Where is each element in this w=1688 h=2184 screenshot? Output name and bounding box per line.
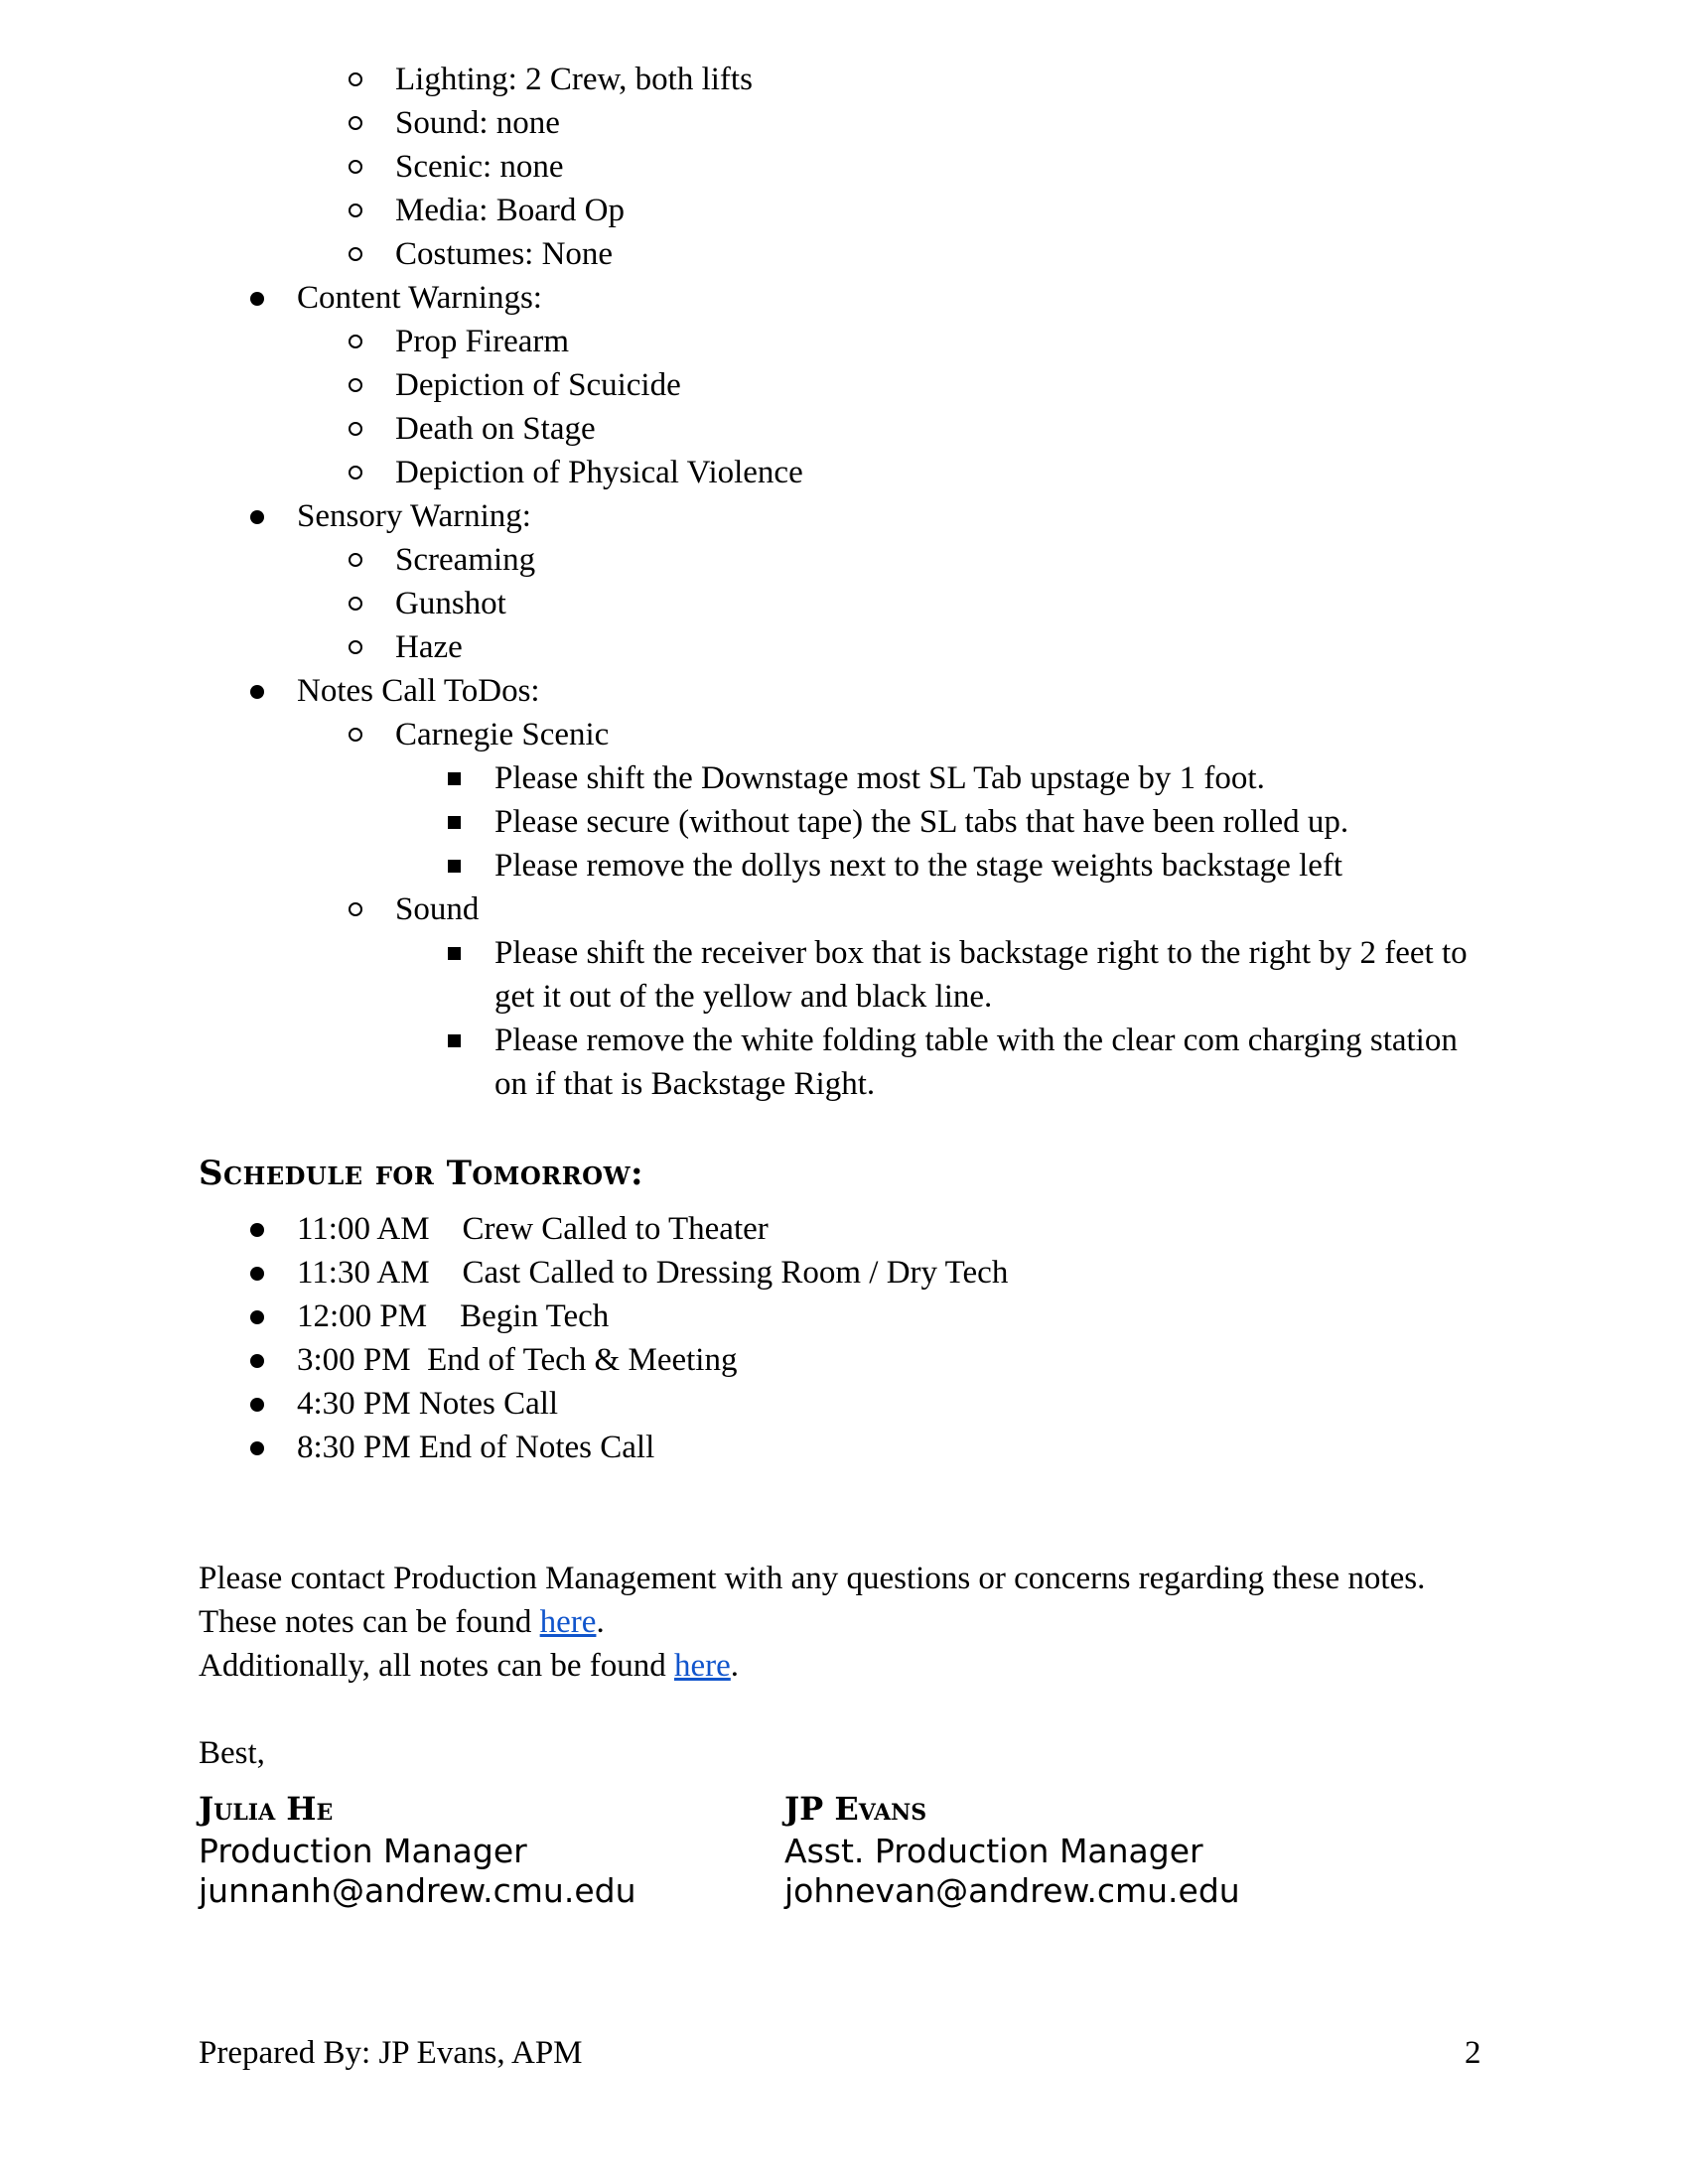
dot-bullet-icon [250,1354,264,1368]
circle-bullet-icon [349,640,362,654]
circle-bullet-icon [349,335,362,348]
signature-title: Asst. Production Manager [784,1832,1203,1870]
circle-bullet-icon [349,422,362,436]
page-number: 2 [1465,2035,1481,2071]
dot-bullet-icon [250,1223,264,1237]
square-bullet-icon [448,772,461,785]
signature-title: Production Manager [199,1832,527,1870]
dot-bullet-icon [250,292,264,306]
circle-bullet-icon [349,466,362,479]
square-bullet-icon [448,947,461,960]
signature-name: JP Evans [784,1790,927,1828]
dot-bullet-icon [250,1398,264,1412]
dot-bullet-icon [250,685,264,699]
document-page: Lighting: 2 Crew, both lifts Sound: none Scenic: none Media: Board Op Costumes: None Content Warnings: Prop Firearm Depiction of Scuicide Death on Stage Depiction of Physical Violence Sensory Warning: Screaming Gunshot Haze Notes Call ToDos: Carnegie Scenic Please shift the Downstage most SL Tab upstage by 1 foot. Please secure (without tape) the SL tabs that have been rolled up. Please remove the dollys next to the stage weights backstage left Sound Please shift the receiver box that is backstage right to the right by 2 feet to get it out of the yellow and black line. Please remove the white folding table with the clear com charging station on if that is Backstage Right. Schedule for Tomorrow: 11:00 AM Crew Called to Theater 11:30 AM Cast Called to Dressing Room / Dry Tech 12:00 PM Begin Tech 3:00 PM End of Tech & Meeting 4:30 PM Notes Call 8:30 PM End of Notes Call Please contact Production Management with any questions or concerns regarding these notes. These notes can be found here. Additionally, all notes can be found here. Best, Julia He Production Manager junnanh@andrew.cmu.edu JP Evans Asst. Production Manager johnevan@andrew.cmu.edu Prepared By: JP Evans, APM 2 [199,62,1481,2071]
dot-bullet-icon [250,510,264,524]
square-bullet-icon [448,1034,461,1047]
square-bullet-icon [448,860,461,873]
schedule-heading: Schedule for Tomorrow: [199,1154,644,1193]
circle-bullet-icon [349,247,362,261]
circle-bullet-icon [349,553,362,567]
circle-bullet-icon [349,378,362,392]
prepared-by: Prepared By: JP Evans, APM [199,2035,583,2071]
square-bullet-icon [448,816,461,829]
circle-bullet-icon [349,728,362,742]
circle-bullet-icon [349,72,362,86]
dot-bullet-icon [250,1267,264,1281]
circle-bullet-icon [349,160,362,174]
these-notes-line: These notes can be found here. [199,1604,605,1640]
circle-bullet-icon [349,597,362,611]
contact-line: Please contact Production Management with any questions or concerns regarding these notes. [199,1561,1426,1596]
these-notes-link[interactable]: here [539,1604,597,1640]
circle-bullet-icon [349,116,362,130]
dot-bullet-icon [250,1441,264,1455]
signature-email: junnanh@andrew.cmu.edu [199,1871,636,1910]
dot-bullet-icon [250,1310,264,1324]
signature-name: Julia He [199,1790,334,1828]
all-notes-line: Additionally, all notes can be found here. [199,1648,740,1684]
signature-email: johnevan@andrew.cmu.edu [784,1871,1240,1910]
circle-bullet-icon [349,902,362,916]
closing: Best, [199,1735,265,1771]
all-notes-link[interactable]: here [674,1648,731,1684]
circle-bullet-icon [349,204,362,217]
